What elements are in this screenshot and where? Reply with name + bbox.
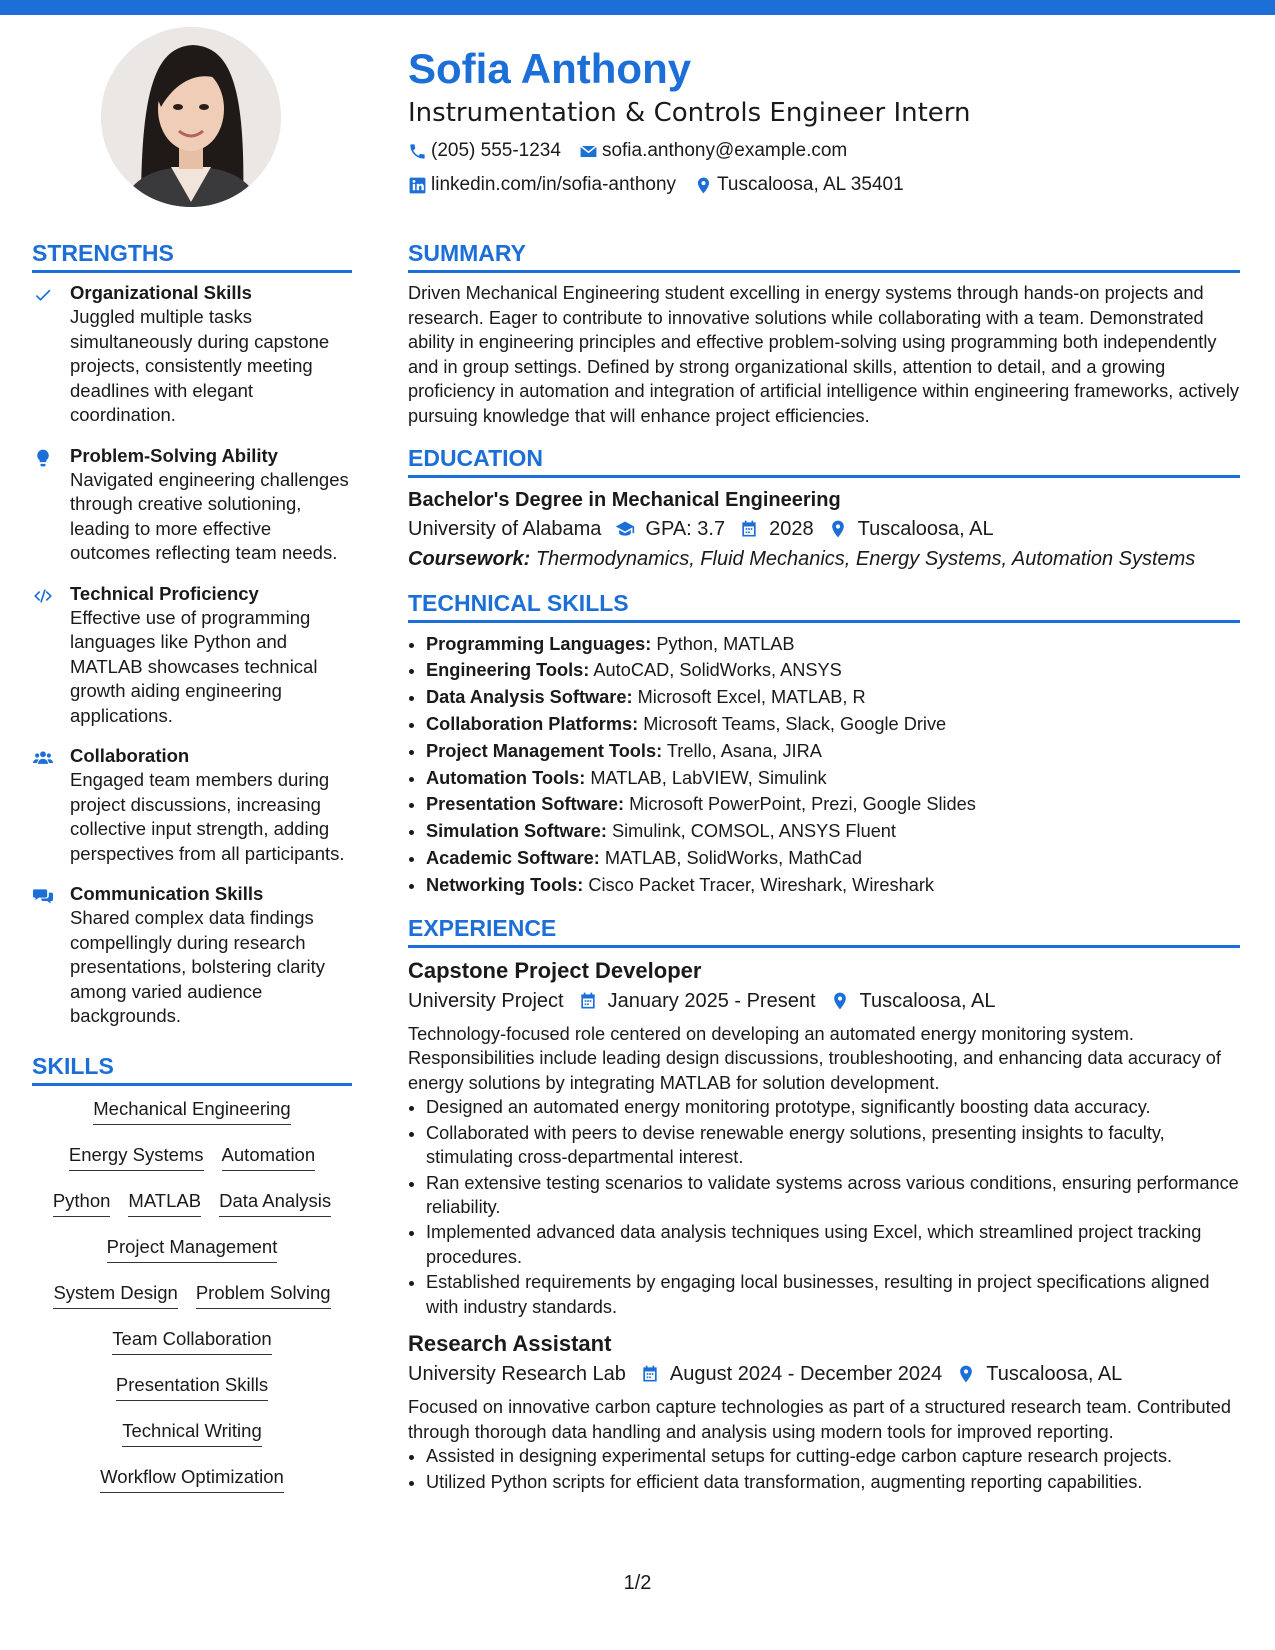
top-accent-bar (0, 0, 1275, 15)
job-meta (408, 1359, 1240, 1389)
job-org: University Research Lab (408, 1362, 626, 1385)
job-location: Tuscaloosa, AL (956, 1359, 1122, 1389)
phone-item (408, 136, 561, 166)
calendar-icon (640, 1364, 660, 1384)
job-title: Capstone Project Developer (408, 957, 702, 983)
edu-location-item: Tuscaloosa, AL (828, 514, 994, 544)
list-item: • Utilized Python scripts for efficient data transformation, augmenting reporting capabilities. (426, 1470, 1240, 1494)
skill-row (32, 1096, 352, 1125)
job-dates: August 2024 - December 2024 (640, 1359, 942, 1389)
section-divider (32, 270, 352, 273)
list-item: • Automation Tools: MATLAB, LabVIEW, Simulink (426, 765, 1240, 792)
map-pin-icon (830, 991, 850, 1011)
skill-tag: Mechanical Engineering (93, 1096, 290, 1125)
skill-tag: Python (53, 1188, 111, 1217)
code-icon (32, 586, 54, 606)
skill-tag: Problem Solving (196, 1280, 331, 1309)
graduation-cap-icon (615, 519, 635, 539)
phone-text: (205) 555-1234 (431, 140, 561, 161)
job-bullets (408, 1095, 1240, 1319)
strength-name: Technical Proficiency (70, 582, 259, 604)
skill-tag: Project Management (107, 1234, 278, 1263)
section-divider (32, 1083, 352, 1086)
page-number: 1/2 (623, 1572, 652, 1594)
strength-desc: Shared complex data findings compellingly during research presentations, bolstering clarity among varied audience backgrounds. (70, 907, 326, 1026)
skill-row (32, 1464, 352, 1493)
coursework-list: Thermodynamics, Fluid Mechanics, Energy Systems, Automation Systems (535, 547, 1196, 570)
education-heading: EDUCATION (408, 444, 544, 471)
skill-tag: System Design (53, 1280, 177, 1309)
gpa-item: GPA: 3.7 (615, 514, 725, 544)
left-column (32, 238, 352, 1510)
list-item: • Established requirements by engaging local businesses, resulting in project specifications aligned with industry standards. (426, 1270, 1240, 1319)
skills-heading: SKILLS (32, 1052, 114, 1079)
map-pin-icon (694, 176, 713, 195)
summary-text: Driven Mechanical Engineering student excelling in energy systems through hands-on projects and research. Eager to contribute to innovative solutions while collaborating with a team. Demonstrated ability in engineering principles and effective problem-solving using programming both independently and in group settings. Defined by strong organizational skills, attention to detail, and a growing proficiency in automation and integration of artificial intelligence within engineering frameworks, actively pursuing knowledge that will enhance project efficiencies. (408, 283, 1239, 426)
list-item: • Academic Software: MATLAB, SolidWorks, MathCad (426, 845, 1240, 872)
list-item: • Simulation Software: Simulink, COMSOL, ANSYS Fluent (426, 818, 1240, 845)
skill-row (32, 1142, 352, 1171)
linkedin-text[interactable]: linkedin.com/in/sofia-anthony (431, 174, 677, 195)
job-meta (408, 986, 1240, 1016)
skill-tag: Presentation Skills (116, 1372, 268, 1401)
coursework-label: Coursework: (408, 547, 531, 570)
strength-desc: Juggled multiple tasks simultaneously during capstone projects, consistently meeting deadlines with elegant coordination. (70, 306, 330, 425)
strength-desc: Effective use of programming languages like Python and MATLAB showcases technical growth aiding engineering applications. (70, 606, 318, 726)
skill-row (32, 1188, 352, 1217)
email-text[interactable]: sofia.anthony@example.com (601, 140, 848, 161)
coursework (408, 544, 1240, 574)
strength-name: Communication Skills (70, 883, 264, 904)
list-item: • Programming Languages: Python, MATLAB (426, 631, 1240, 658)
skill-tag: MATLAB (128, 1188, 201, 1217)
section-divider (408, 620, 1240, 623)
strength-name: Organizational Skills (70, 282, 252, 303)
job-org: University Project (408, 989, 564, 1012)
email-item[interactable] (579, 136, 847, 166)
job-description: Focused on innovative carbon capture technologies as part of a structured research team. Contributed through thorough data handling and analysis using modern tools for improved reporting. (408, 1396, 1231, 1442)
linkedin-icon (408, 176, 427, 195)
strength-desc: Navigated engineering challenges through creative solutioning, leading to more effective outcomes reflecting team needs. (70, 468, 349, 563)
list-item: • Data Analysis Software: Microsoft Excel, MATLAB, R (426, 684, 1240, 711)
job-location: Tuscaloosa, AL (830, 986, 996, 1016)
strength-item (32, 582, 352, 729)
skill-row (32, 1372, 352, 1401)
list-item: • Implemented advanced data analysis techniques using Excel, which streamlined project tracking procedures. (426, 1220, 1240, 1269)
list-item: • Engineering Tools: AutoCAD, SolidWorks, ANSYS (426, 657, 1240, 684)
section-divider (408, 270, 1240, 273)
technical-skills-heading: TECHNICAL SKILLS (408, 589, 629, 616)
skills-list (32, 1096, 352, 1493)
job-entry (408, 956, 1240, 1319)
school-name: University of Alabama (408, 517, 602, 540)
map-pin-icon (828, 519, 848, 539)
education-meta (408, 514, 1240, 544)
skill-row (32, 1280, 352, 1309)
skill-tag: Automation (222, 1142, 316, 1171)
skill-tag: Energy Systems (69, 1142, 204, 1171)
technical-skills-list (408, 631, 1240, 899)
resume-header (408, 42, 1238, 200)
linkedin-item[interactable] (408, 170, 676, 200)
strengths-heading: STRENGTHS (32, 240, 174, 266)
skill-row (32, 1326, 352, 1355)
section-divider (408, 945, 1240, 948)
check-icon (32, 285, 54, 305)
calendar-icon (578, 991, 598, 1011)
strength-name: Problem-Solving Ability (70, 444, 278, 466)
list-item: • Collaborated with peers to devise renewable energy solutions, presenting insights to faculty, stimulating cross-departmental interest. (426, 1121, 1240, 1170)
skill-tag: Team Collaboration (112, 1326, 271, 1355)
degree-name: Bachelor's Degree in Mechanical Engineering (408, 488, 841, 511)
lightbulb-icon (32, 448, 54, 468)
profile-photo (101, 27, 281, 207)
comments-icon (32, 886, 54, 906)
skill-row (32, 1418, 352, 1447)
skill-tag: Data Analysis (219, 1188, 331, 1217)
email-icon (579, 142, 598, 161)
list-item: • Designed an automated energy monitoring prototype, significantly boosting data accuracy. (426, 1095, 1240, 1119)
strength-item (32, 882, 352, 1029)
candidate-title: Instrumentation & Controls Engineer Intern (408, 98, 971, 128)
location-item (694, 170, 904, 200)
list-item: • Networking Tools: Cisco Packet Tracer, Wireshark, Wireshark (426, 872, 1240, 899)
strength-name: Collaboration (70, 745, 190, 766)
experience-heading: EXPERIENCE (408, 914, 557, 941)
list-item: • Assisted in designing experimental setups for cutting-edge carbon capture research projects. (426, 1444, 1240, 1468)
map-pin-icon (956, 1364, 976, 1384)
contact-row-1 (408, 136, 1238, 166)
users-icon (32, 748, 54, 768)
skill-tag: Workflow Optimization (100, 1464, 284, 1493)
job-entry (408, 1329, 1240, 1494)
job-dates: January 2025 - Present (578, 986, 816, 1016)
strength-item (32, 744, 352, 866)
candidate-name: Sofia Anthony (408, 45, 692, 92)
summary-heading: SUMMARY (408, 240, 526, 266)
strength-item (32, 444, 352, 566)
list-item: • Collaboration Platforms: Microsoft Teams, Slack, Google Drive (426, 711, 1240, 738)
skill-tag: Technical Writing (122, 1418, 262, 1447)
year-item: 2028 (739, 514, 814, 544)
strength-item (32, 281, 352, 428)
list-item: • Ran extensive testing scenarios to validate systems across various conditions, ensuring performance reliability. (426, 1171, 1240, 1220)
job-bullets (408, 1444, 1240, 1494)
list-item: • Project Management Tools: Trello, Asana, JIRA (426, 738, 1240, 765)
right-column (408, 238, 1240, 1495)
strength-desc: Engaged team members during project discussions, increasing collective input strength, adding perspectives from all participants. (70, 769, 345, 864)
job-description: Technology-focused role centered on developing an automated energy monitoring system. Responsibilities include leading design discussions, troubleshooting, and enhancing data accuracy of energy solutions by integrating MATLAB for solution development. (408, 1023, 1221, 1093)
skill-row (32, 1234, 352, 1263)
calendar-icon (739, 519, 759, 539)
list-item: • Presentation Software: Microsoft PowerPoint, Prezi, Google Slides (426, 791, 1240, 818)
job-title: Research Assistant (408, 1330, 612, 1356)
section-divider (408, 475, 1240, 478)
contact-row-2 (408, 170, 1238, 200)
phone-icon (408, 142, 427, 161)
location-text: Tuscaloosa, AL 35401 (717, 174, 904, 195)
